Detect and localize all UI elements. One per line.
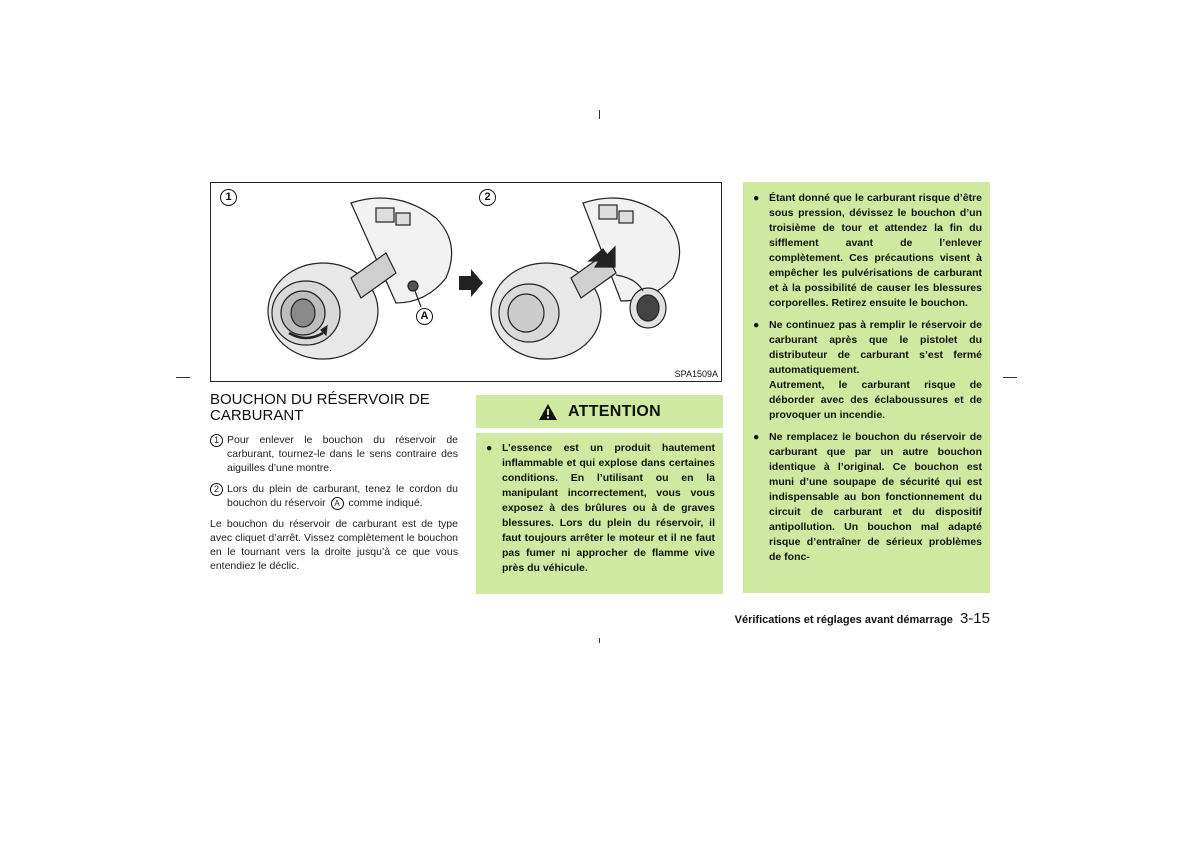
caution-bullet-1-text: Étant donné que le carburant risque d’être sous pression, dévissez le bouchon d’un troisième de tour et attendez la fin du sifflement avant de l’enlever complètement. Ces précautions visent à empêcher les pulvérisations de carburant et à la possibilité de causer les blessures corporelles. Retirez ensuite le bouchon. <box>769 192 982 309</box>
step-1 <box>210 433 458 475</box>
caution-bullet-2-text-b: Autrement, le carburant risque de déborder avec des éclaboussures et de provoquer un incendie. <box>769 379 982 421</box>
crop-mark-top <box>599 110 600 119</box>
caution-bullet-2-text-a: Ne continuez pas à remplir le réservoir de carburant après que le pistolet du distributeur de carburant s’est fermé automatiquement. <box>769 319 982 376</box>
warning-title: ATTENTION <box>567 402 662 420</box>
page-footer <box>700 610 990 627</box>
warning-bullet-1-text: L’essence est un produit hautement inflammable et qui explose dans certaines conditions. En l’utilisant ou en la manipulant incorrectement, vous vous exposez à des brûlures ou à de graves blessures. Lors du plein du réservoir, il faut toujours arrêter le moteur et il ne faut pas fumer ni approcher de flamme vive près du véhicule. <box>502 442 715 574</box>
step-1-number: 1 <box>210 434 223 447</box>
figure-code: SPA1509A <box>674 369 718 379</box>
bullet-dot-icon: ● <box>753 431 760 443</box>
warning-header <box>476 395 723 428</box>
caution-bullet-1 <box>751 191 982 311</box>
bullet-dot-icon: ● <box>486 442 493 454</box>
section-heading: BOUCHON DU RÉSERVOIR DE CARBURANT <box>210 391 430 424</box>
caution-bullet-3-text: Ne remplacez le bouchon du réservoir de carburant que par un autre bouchon identique à l’original. Ce bouchon est muni d’une soupape de sécurité qui est indispensable au bon fonctionnement du circuit de carburant et du dispositif antipollution. Un bouchon mal adapté risque d’entraîner de sérieux problèmes de fonc- <box>769 431 982 563</box>
right-column-cautions <box>743 182 990 593</box>
warning-body <box>476 433 723 594</box>
figure-step-2-marker: 2 <box>479 189 496 206</box>
step-1-text: Pour enlever le bouchon du réservoir de carburant, tournez-le dans le sens contraire des aiguilles d’une montre. <box>227 434 458 474</box>
caution-bullet-2-text <box>769 318 982 423</box>
step-2-text-after: comme indiqué. <box>348 497 423 509</box>
fuel-cap-drawing <box>211 183 721 381</box>
bullet-dot-icon: ● <box>753 192 760 204</box>
bullet-dot-icon: ● <box>753 319 760 331</box>
crop-mark-right <box>1003 377 1017 378</box>
warning-bullet-1 <box>484 441 715 576</box>
chapter-title: Vérifications et réglages avant démarrage <box>734 614 953 626</box>
figure-step-1-marker: 1 <box>220 189 237 206</box>
crop-mark-left <box>176 377 190 378</box>
step-2-number: 2 <box>210 483 223 496</box>
step-2 <box>210 482 458 510</box>
cap-description-paragraph: Le bouchon du réservoir de carburant est de type avec cliquet d’arrêt. Vissez complètement le bouchon en le tournant vers la droite jusqu’à ce que vous entendiez le déclic. <box>210 518 458 572</box>
caution-bullet-2 <box>751 318 982 423</box>
caution-bullet-3 <box>751 430 982 565</box>
figure-label-a: A <box>416 308 433 325</box>
step-2-text <box>227 482 458 510</box>
warning-triangle-icon <box>538 403 558 421</box>
instructions <box>210 433 458 573</box>
crop-mark-bottom <box>599 638 600 643</box>
fuel-cap-illustration <box>210 182 722 382</box>
step-2-text-before: Lors du plein de carburant, tenez le cordon du bouchon du réservoir <box>227 483 458 509</box>
step-2-marker-a: A <box>331 497 344 510</box>
page-number: 3-15 <box>959 610 990 627</box>
